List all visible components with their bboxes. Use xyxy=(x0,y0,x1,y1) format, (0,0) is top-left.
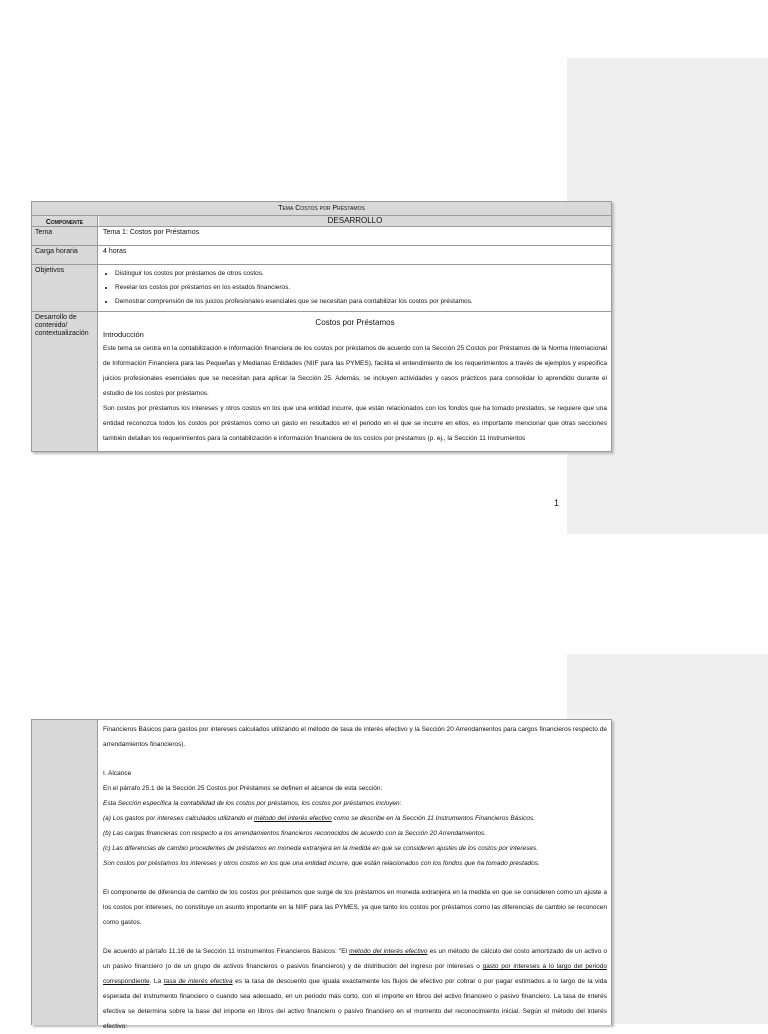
objetivo-item: • Revelar los costos por préstamos en los estados financieros. xyxy=(115,281,607,295)
label-carga-horaria: Carga horaria xyxy=(32,246,98,264)
definition-paragraph: Son costos por préstamos los intereses y otros costos en los que una entidad incurre, que están relacionados con los fondos que ha tomado prestados, se requiere que una entidad reconozca todos los costos por préstamos como un gasto en resultados en el periodo en el que se incurre en ellos, es importante mencionar que otras secciones también detallan los requerimientos para la contabilización e información financiera de los costos por préstamos (p. ej., la Sección 11 Instrumentos xyxy=(103,405,607,442)
table-title: Tema Costos por Préstamos xyxy=(32,202,611,216)
objetivo-item: • Demostrar comprensión de los juicios profesionales esenciales que se necesitan para contabilizar los costos por préstamos. xyxy=(115,295,607,309)
objetivos-list xyxy=(103,267,607,309)
alcance-item-c: (c) Las diferencias de cambio procedentes de préstamos en moneda extranjera en la medida en que se consideren ajustes de los costos por intereses. xyxy=(103,845,539,852)
content-table-page2 xyxy=(31,719,612,1030)
intro-paragraph: Este tema se centra en la contabilización e información financiera de los costos por préstamos de acuerdo con la Sección 25 Costos por Préstamos de la Norma Internacional de Información Financiera para las Pequeñas y Medianas Entidades (NIIF para las PYMES), facilita el entendimiento de los requerimientos a través de ejemplos y especifica juicios profesionales esenciales que se necesitan para aplicar la Sección 25. Además, se incluyen actividades y casos prácticos para consolidar lo aprendido durante el estudio de los costos por préstamos. xyxy=(103,345,607,397)
header-desarrollo: DESARROLLO xyxy=(99,216,611,226)
alcance-heading: I. Alcance xyxy=(103,770,132,777)
row-desarrollo xyxy=(32,312,611,451)
header-componente: Componente xyxy=(32,216,98,226)
row-carga-horaria xyxy=(32,246,611,265)
componente-paragraph: El componente de diferencia de cambio de los costos por préstamos que surge de los préstamos en moneda extranjera en la medida en que se consideren como un ajuste a los costos por intereses, no constituye un asunto importante en la NIIF para las PYMES, ya que tanto los costos por préstamos como las diferencias de cambio se reconocen como gastos. xyxy=(103,889,607,926)
content-table-page1 xyxy=(31,201,612,452)
continuation-paragraph: Financieros Básicos para gastos por intereses calculados utilizando el método de tasa de interés efectivo y la Sección 20 Arrendamientos para cargos financieros respecto de arrendamientos financieros). xyxy=(103,726,607,748)
alcance-intro: En el párrafo 25.1 de la Sección 25 Costos por Préstamos se definen el alcance de esta sección: xyxy=(103,785,383,792)
page-number: 1 xyxy=(554,498,560,508)
row-objetivos xyxy=(32,265,611,312)
interes-efectivo-paragraph: De acuerdo al párrafo 11.16 de la Sección 11 Instrumentos Financieros Básicos: "El método del interés efectivo es un método de cálculo del costo amortizado de un activo o un pasivo financiero (o de un grupo de activos financieros o pasivos financieros) y de distribución del ingreso por intereses o gasto por intereses a lo largo del periodo correspondiente. La tasa de interés efectiva es la tasa de descuento que iguala exactamente los flujos de efectivo por cobrar o por pagar estimados a lo largo de la vida esperada del instrumento financiero o cuando sea adecuado, en un periodo más corto, con el importe en libros del activo financiero o pasivo financiero. La tasa de interés efectiva se determina sobre la base del importe en libros del activo financiero o pasivo financiero en el momento del reconocimiento inicial. Según el método del interés efectivo: xyxy=(103,948,608,1030)
value-tema: Tema 1: Costos por Préstamos xyxy=(103,229,200,236)
objetivo-item: • Distinguir los costos por préstamos de otros costos. xyxy=(115,267,607,281)
alcance-quote: Esta Sección especifica la contabilidad de los costos por préstamos, los costos por préstamos incluyen: xyxy=(103,800,402,807)
value-carga-horaria: 4 horas xyxy=(103,248,127,255)
value-objetivos xyxy=(99,265,611,311)
table-header-row xyxy=(32,216,611,227)
alcance-item-a: (a) Los gastos por intereses calculados utilizando el método del interés efectivo como se describe en la Sección 11 Instrumentos Financieros Básicos. xyxy=(103,815,536,822)
label-column-continued xyxy=(32,720,98,1025)
label-objetivos: Objetivos xyxy=(32,265,98,311)
alcance-item-b: (b) Las cargas financieras con respecto a los arrendamientos financieros reconocidos de acuerdo con la Sección 20 Arrendamientos. xyxy=(103,830,487,837)
label-tema: Tema xyxy=(32,227,98,245)
label-desarrollo: Desarrollo de contenido/ contextualización xyxy=(32,312,98,451)
alcance-closing: Son costos por préstamos los intereses y otros costos en los que una entidad incurre, que están relacionados con los fondos que ha tomado prestados. xyxy=(103,860,540,867)
row-tema xyxy=(32,227,611,246)
desarrollo-continued xyxy=(99,720,611,1030)
intro-heading: Introducción xyxy=(103,330,144,339)
value-desarrollo xyxy=(99,312,611,451)
section-heading: Costos por Préstamos xyxy=(315,318,395,327)
